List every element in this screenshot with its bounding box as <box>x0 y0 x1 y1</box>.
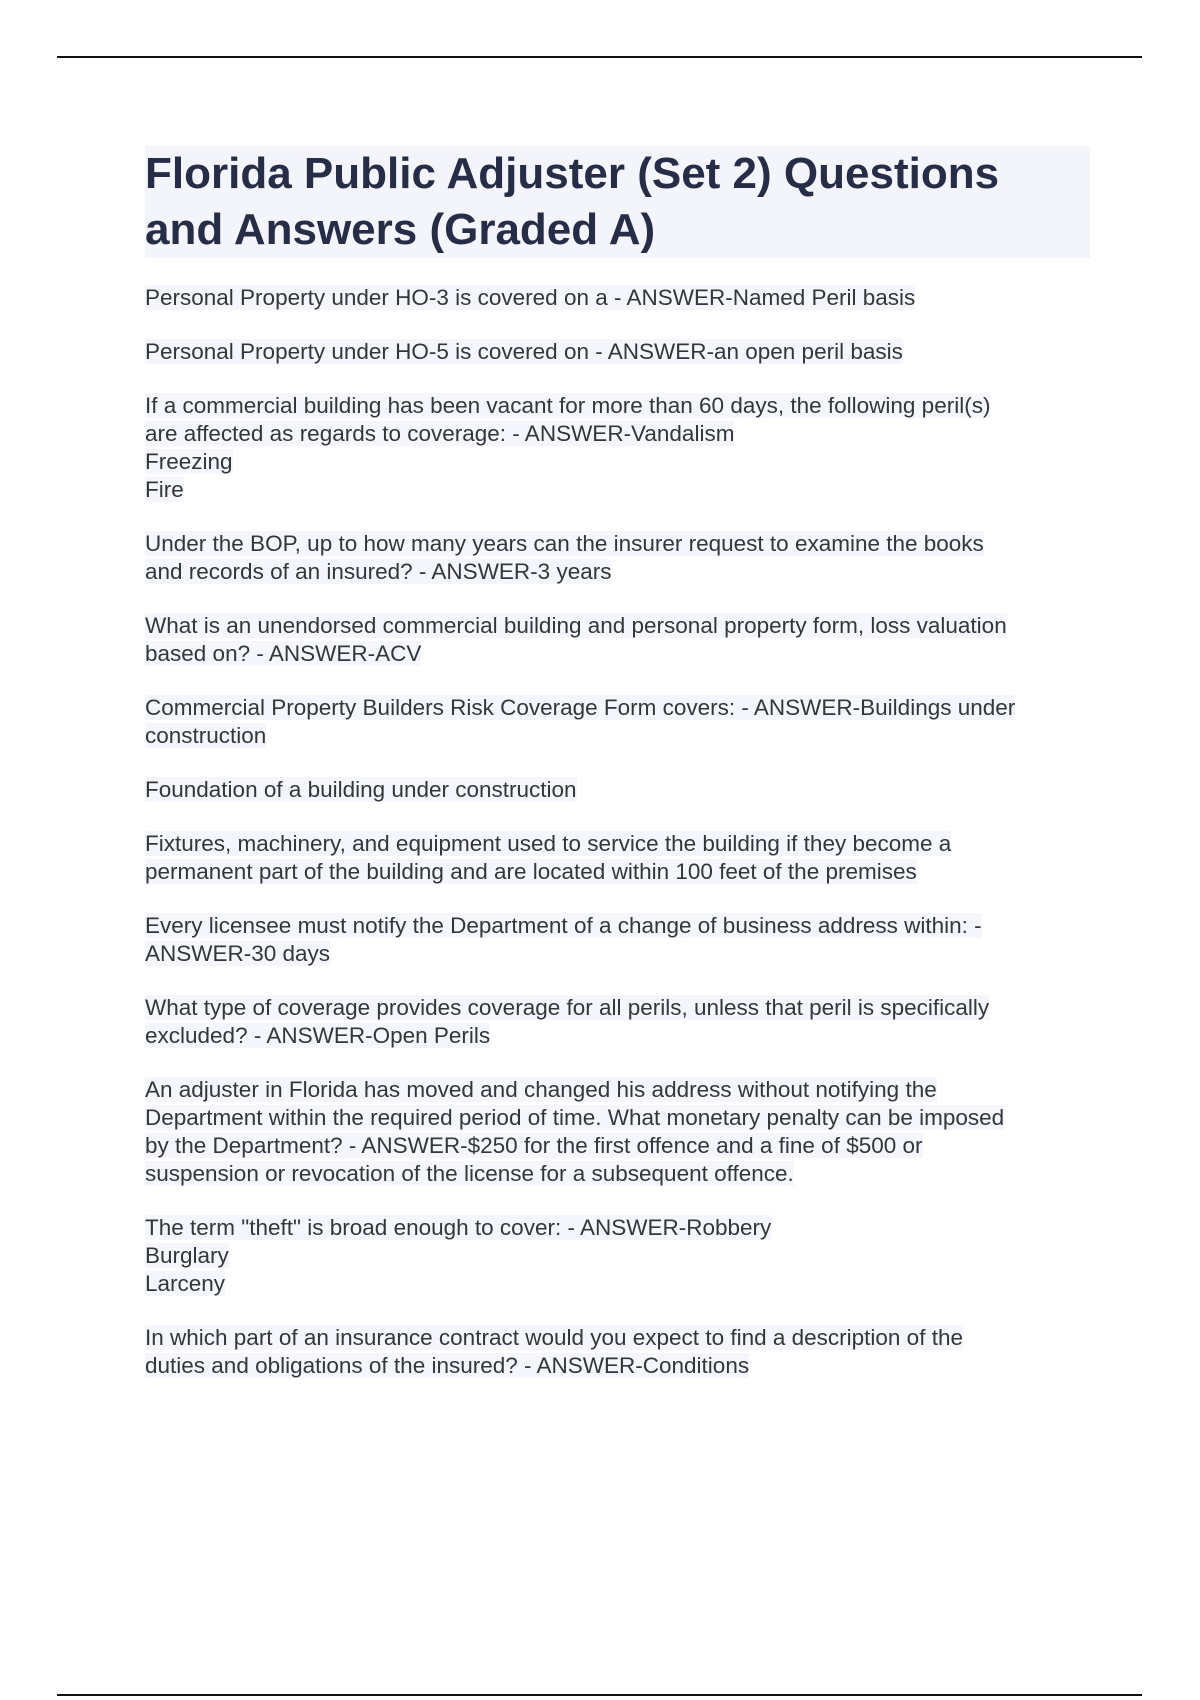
footer-rule <box>57 1694 1142 1696</box>
qa-line: based on? - ANSWER-ACV <box>145 641 422 666</box>
qa-line: Personal Property under HO-5 is covered on - ANSWER-an open peril basis <box>145 339 903 364</box>
qa-item <box>145 776 1090 804</box>
qa-line: excluded? - ANSWER-Open Perils <box>145 1023 491 1048</box>
qa-item <box>145 994 1090 1050</box>
qa-line: What type of coverage provides coverage for all perils, unless that peril is specifically <box>145 995 990 1020</box>
qa-line: construction <box>145 723 267 748</box>
qa-item <box>145 1076 1090 1188</box>
qa-line: Burglary <box>145 1243 229 1268</box>
qa-item <box>145 912 1090 968</box>
qa-line: If a commercial building has been vacant for more than 60 days, the following peril(s) <box>145 393 991 418</box>
qa-item <box>145 530 1090 586</box>
qa-line: Commercial Property Builders Risk Coverage Form covers: - ANSWER-Buildings under <box>145 695 1016 720</box>
qa-line: permanent part of the building and are located within 100 feet of the premises <box>145 859 917 884</box>
qa-line: Department within the required period of time. What monetary penalty can be imposed <box>145 1105 1005 1130</box>
qa-line: What is an unendorsed commercial building and personal property form, loss valuation <box>145 613 1007 638</box>
qa-line: Fixtures, machinery, and equipment used to service the building if they become a <box>145 831 952 856</box>
qa-line: Under the BOP, up to how many years can the insurer request to examine the books <box>145 531 984 556</box>
qa-line: are affected as regards to coverage: - ANSWER-Vandalism <box>145 421 735 446</box>
title-line: and Answers (Graded A) <box>145 205 656 254</box>
document-body <box>145 146 1090 1406</box>
page-title <box>145 146 1090 258</box>
qa-item <box>145 338 1090 366</box>
qa-item <box>145 612 1090 668</box>
qa-line: Personal Property under HO-3 is covered on a - ANSWER-Named Peril basis <box>145 285 916 310</box>
qa-line: An adjuster in Florida has moved and changed his address without notifying the <box>145 1077 937 1102</box>
qa-line: Larceny <box>145 1271 226 1296</box>
qa-line: The term "theft" is broad enough to cover: - ANSWER-Robbery <box>145 1215 772 1240</box>
qa-line: Freezing <box>145 449 233 474</box>
qa-line: Fire <box>145 477 184 502</box>
qa-list <box>145 284 1090 1380</box>
qa-item <box>145 1214 1090 1298</box>
qa-line: Foundation of a building under construction <box>145 777 577 802</box>
qa-line: In which part of an insurance contract would you expect to find a description of the <box>145 1325 963 1350</box>
header-rule <box>57 56 1142 58</box>
qa-line: and records of an insured? - ANSWER-3 years <box>145 559 612 584</box>
qa-item <box>145 830 1090 886</box>
qa-line: by the Department? - ANSWER-$250 for the first offence and a fine of $500 or <box>145 1133 923 1158</box>
qa-item <box>145 694 1090 750</box>
qa-item <box>145 1324 1090 1380</box>
qa-line: Every licensee must notify the Department of a change of business address within: - <box>145 913 982 938</box>
qa-line: duties and obligations of the insured? - ANSWER-Conditions <box>145 1353 750 1378</box>
qa-line: ANSWER-30 days <box>145 941 331 966</box>
qa-item <box>145 284 1090 312</box>
title-line: Florida Public Adjuster (Set 2) Questions <box>145 149 1000 198</box>
qa-line: suspension or revocation of the license for a subsequent offence. <box>145 1161 794 1186</box>
qa-item <box>145 392 1090 504</box>
